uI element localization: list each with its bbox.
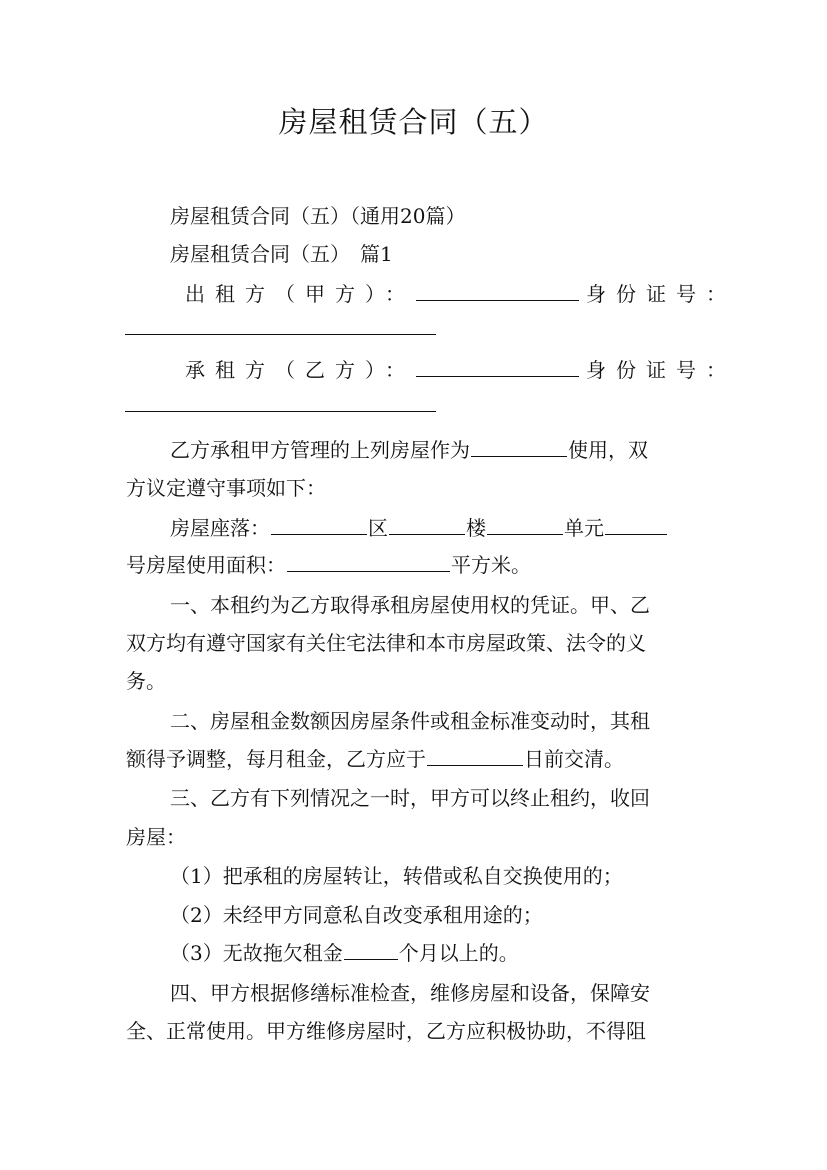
area-unit: 平方米。 (451, 553, 531, 577)
arrears-months-blank[interactable] (344, 941, 398, 960)
lessor-id-blank[interactable] (125, 334, 436, 335)
district-label: 区 (368, 516, 388, 540)
lessor-name-blank[interactable] (416, 282, 579, 301)
area-label: 号房屋使用面积： (126, 553, 286, 577)
paragraph-usage-line1 (170, 434, 648, 463)
clause-three-item2: （2）未经甲方同意私自改变承租用途的； (170, 903, 543, 927)
rent-due-text: 额得予调整，每月租金，乙方应于 (126, 747, 426, 771)
paragraph-location-line1 (170, 512, 668, 541)
clause-one-line1: 一、本租约为乙方取得承租房屋使用权的凭证。甲、乙 (170, 593, 650, 617)
paragraph-usage-line2: 方议定遵守事项如下： (126, 476, 326, 500)
usage-text-b: 使用，双 (568, 438, 648, 462)
lessee-line (185, 354, 736, 383)
room-blank[interactable] (605, 516, 667, 535)
lessee-name-blank[interactable] (416, 358, 579, 377)
section-heading: 房屋租赁合同（五） 篇1 (170, 242, 393, 266)
clause-three-item3 (170, 937, 519, 966)
clause-two-line1: 二、房屋租金数额因房屋条件或租金标准变动时，其租 (170, 709, 650, 733)
clause-four-line2: 全、正常使用。甲方维修房屋时，乙方应积极协助，不得阻 (126, 1019, 646, 1043)
lessor-line (185, 278, 736, 307)
lessor-label: 出租方（甲方）： (185, 282, 415, 306)
clause-three-line2: 房屋： (126, 825, 186, 849)
clause-three-item1: （1）把承租的房屋转让，转借或私自交换使用的； (170, 864, 623, 888)
unit-label: 单元 (564, 516, 604, 540)
usage-text-a: 乙方承租甲方管理的上列房屋作为 (170, 438, 470, 462)
unit-blank[interactable] (487, 516, 563, 535)
clause-four-line1: 四、甲方根据修缮标准检查，维修房屋和设备，保障安 (170, 981, 650, 1005)
document-title: 房屋租赁合同（五） (278, 105, 549, 139)
district-blank[interactable] (271, 516, 367, 535)
clause-two-line2 (126, 743, 624, 772)
clause-one-line2: 双方均有遵守国家有关住宅法律和本市房屋政策、法令的义 (126, 631, 646, 655)
lessee-id-label: 身份证号： (586, 358, 736, 382)
rent-due-suffix: 日前交清。 (524, 747, 624, 771)
building-blank[interactable] (389, 516, 465, 535)
building-label: 楼 (466, 516, 486, 540)
clause-one-line3: 务。 (126, 669, 166, 693)
location-label: 房屋座落： (170, 516, 270, 540)
rent-due-blank[interactable] (427, 747, 523, 766)
lessor-id-label: 身份证号： (586, 282, 736, 306)
paragraph-location-line2 (126, 549, 531, 578)
area-blank[interactable] (287, 553, 450, 572)
usage-blank[interactable] (471, 438, 567, 457)
arrears-suffix: 个月以上的。 (398, 941, 519, 965)
clause-three-line1: 三、乙方有下列情况之一时，甲方可以终止租约，收回 (170, 786, 650, 810)
arrears-text: （3）无故拖欠租金 (170, 941, 343, 965)
lessee-label: 承租方（乙方）： (185, 358, 415, 382)
lessee-id-blank[interactable] (125, 411, 436, 412)
document-subtitle: 房屋租赁合同（五）（通用20篇） (170, 204, 466, 228)
